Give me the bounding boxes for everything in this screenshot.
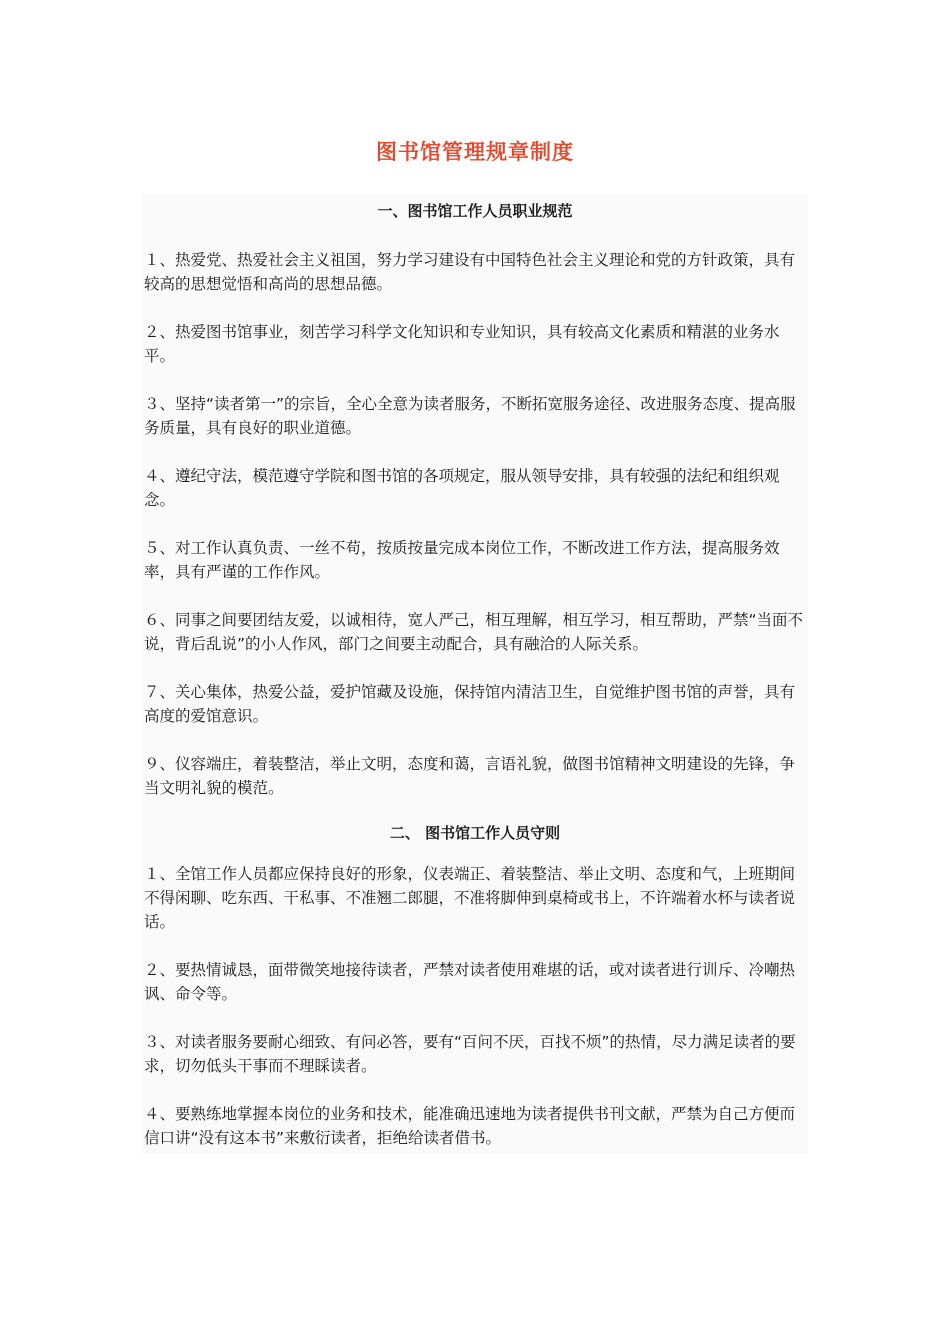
paragraph: ３、对读者服务要耐心细致、有问必答，要有“百问不厌，百找不烦”的热情，尽力满足读者的要求，切勿低头干事而不理睬读者。 bbox=[144, 1033, 796, 1075]
document-body bbox=[142, 194, 808, 1154]
section-heading: 二、 图书馆工作人员守则 bbox=[389, 824, 561, 842]
section-2 bbox=[144, 816, 806, 1150]
paragraph: １、热爱党、热爱社会主义祖国，努力学习建设有中国特色社会主义理论和党的方针政策，具有较高的思想觉悟和高尚的思想品德。 bbox=[144, 251, 796, 293]
paragraph: ４、遵纪守法，模范遵守学院和图书馆的各项规定，服从领导安排，具有较强的法纪和组织观念。 bbox=[144, 467, 780, 509]
paragraph: ６、同事之间要团结友爱，以诚相待，宽人严己，相互理解，相互学习，相互帮助，严禁“当面不说，背后乱说”的小人作风，部门之间要主动配合，具有融洽的人际关系。 bbox=[144, 611, 804, 653]
paragraph: ２、要热情诚恳，面带微笑地接待读者，严禁对读者使用难堪的话，或对读者进行训斥、冷嘲热讽、命令等。 bbox=[144, 961, 796, 1003]
paragraph: ５、对工作认真负责、一丝不苟，按质按量完成本岗位工作，不断改进工作方法，提高服务效率，具有严谨的工作作风。 bbox=[144, 539, 780, 581]
section-heading: 一、图书馆工作人员职业规范 bbox=[377, 202, 573, 220]
section-1 bbox=[144, 194, 806, 800]
paragraph: １、全馆工作人员都应保持良好的形象，仪表端正、着装整洁、举止文明、态度和气，上班期间不得闲聊、吃东西、干私事、不准翘二郎腿，不准将脚伸到桌椅或书上，不许端着水杯与读者说话。 bbox=[144, 865, 796, 931]
paragraph: ７、关心集体，热爱公益，爱护馆藏及设施，保持馆内清洁卫生，自觉维护图书馆的声誉，具有高度的爱馆意识。 bbox=[144, 683, 796, 725]
paragraph: ９、仪容端庄，着装整洁，举止文明，态度和蔼，言语礼貌，做图书馆精神文明建设的先锋，争当文明礼貌的模范。 bbox=[144, 755, 796, 797]
paragraph: ２、热爱图书馆事业，刻苦学习科学文化知识和专业知识，具有较高文化素质和精湛的业务水平。 bbox=[144, 323, 780, 365]
paragraph: ３、坚持“读者第一”的宗旨，全心全意为读者服务，不断拓宽服务途径、改进服务态度、提高服务质量，具有良好的职业道德。 bbox=[144, 395, 796, 437]
document-title: 图书馆管理规章制度 bbox=[376, 140, 574, 164]
paragraph: ４、要熟练地掌握本岗位的业务和技术，能准确迅速地为读者提供书刊文献，严禁为自己方便而信口讲“没有这本书”来敷衍读者，拒绝给读者借书。 bbox=[144, 1105, 796, 1147]
